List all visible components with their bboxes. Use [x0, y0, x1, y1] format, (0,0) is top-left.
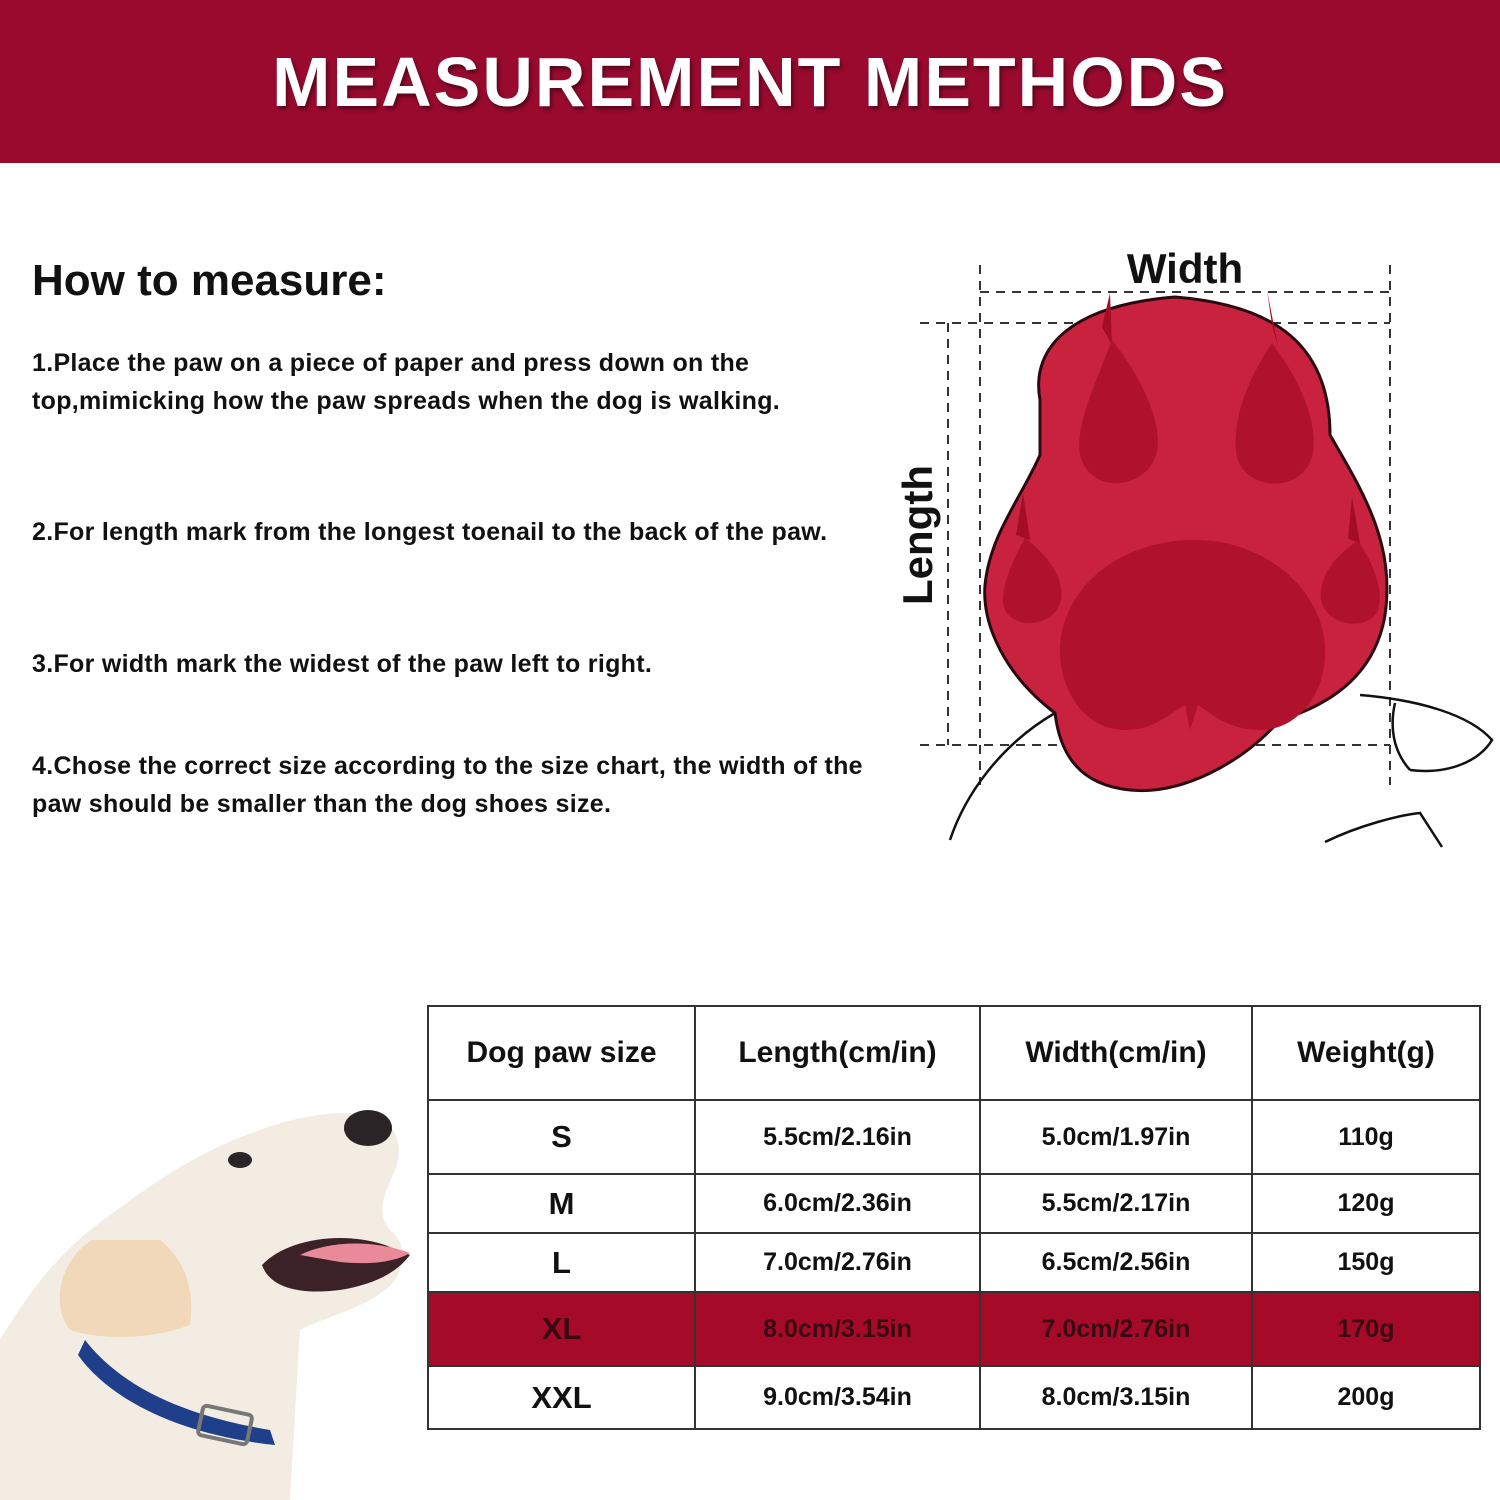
width-cell: 7.0cm/2.76in — [980, 1292, 1252, 1366]
size-cell: S — [428, 1100, 695, 1174]
weight-cell: 170g — [1252, 1292, 1480, 1366]
table-row — [428, 1233, 1480, 1292]
page-title: MEASUREMENT METHODS — [272, 42, 1228, 121]
weight-cell: 110g — [1252, 1100, 1480, 1174]
width-label: Width — [1126, 245, 1244, 292]
how-to-measure-heading: How to measure: — [32, 256, 387, 305]
instruction-step-1: 1.Place the paw on a piece of paper and press down on the top,mimicking how the paw spreads when the dog is walking. — [32, 349, 781, 415]
table-row-highlighted — [428, 1292, 1480, 1366]
paw-icon — [985, 290, 1387, 791]
width-cell: 8.0cm/3.15in — [980, 1366, 1252, 1429]
instruction-step-3: 3.For width mark the widest of the paw left to right. — [32, 650, 653, 678]
size-cell: L — [428, 1233, 695, 1292]
length-cell: 5.5cm/2.16in — [695, 1100, 980, 1174]
width-cell: 5.0cm/1.97in — [980, 1100, 1252, 1174]
size-cell: M — [428, 1174, 695, 1233]
table-row — [428, 1100, 1480, 1174]
table-header-row — [428, 1006, 1480, 1100]
size-cell: XXL — [428, 1366, 695, 1429]
size-cell: XL — [428, 1292, 695, 1366]
header-weight: Weight(g) — [1252, 1006, 1480, 1100]
header-length: Length(cm/in) — [695, 1006, 980, 1100]
weight-cell: 200g — [1252, 1366, 1480, 1429]
weight-cell: 150g — [1252, 1233, 1480, 1292]
length-cell: 7.0cm/2.76in — [695, 1233, 980, 1292]
table-row — [428, 1366, 1480, 1429]
size-chart-table — [427, 1005, 1481, 1430]
length-cell: 8.0cm/3.15in — [695, 1292, 980, 1366]
header-width: Width(cm/in) — [980, 1006, 1252, 1100]
header-dog-paw-size: Dog paw size — [428, 1006, 695, 1100]
title-banner — [0, 0, 1500, 163]
paw-measurement-diagram — [880, 235, 1500, 865]
width-cell: 6.5cm/2.56in — [980, 1233, 1252, 1292]
length-label: Length — [894, 465, 941, 605]
length-cell: 9.0cm/3.54in — [695, 1366, 980, 1429]
table-row — [428, 1174, 1480, 1233]
width-cell: 5.5cm/2.17in — [980, 1174, 1252, 1233]
weight-cell: 120g — [1252, 1174, 1480, 1233]
instruction-step-4: 4.Chose the correct size according to the size chart, the width of the paw should be smaller than the dog shoes size. — [32, 752, 863, 818]
puppy-image — [0, 1090, 430, 1500]
length-cell: 6.0cm/2.36in — [695, 1174, 980, 1233]
instruction-step-2: 2.For length mark from the longest toenail to the back of the paw. — [32, 518, 828, 546]
